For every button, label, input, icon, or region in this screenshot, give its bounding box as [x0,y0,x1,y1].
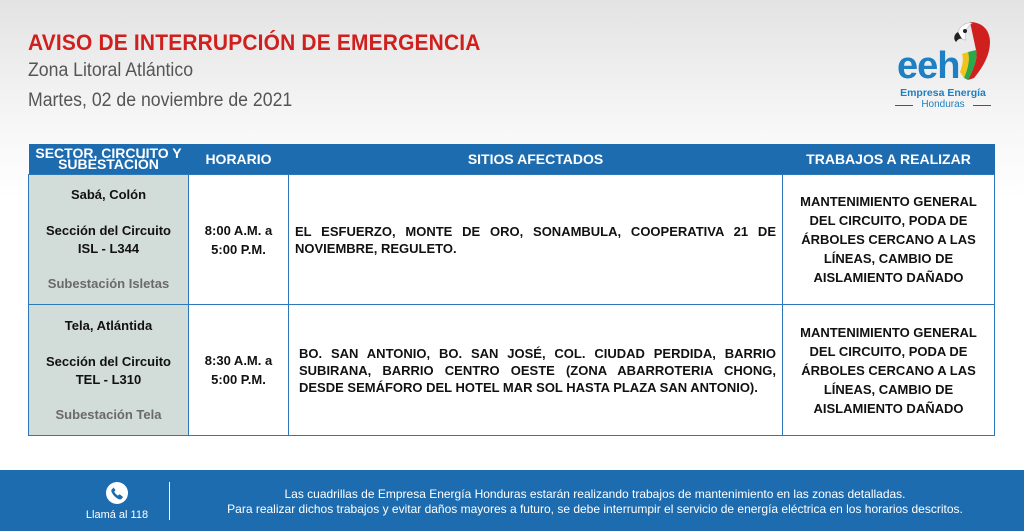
sector-cell [29,305,189,436]
footer-line-1: Las cuadrillas de Empresa Energía Honduras estarán realizando trabajos de mantenimiento en las zonas detalladas. [284,487,906,501]
header-hours: HORARIO [189,144,289,175]
logo-company-line2: Honduras [921,99,965,110]
interruption-table [28,144,995,436]
sector-place: Sabá, Colón [70,187,147,202]
notice-header [28,30,515,112]
circuit-label: Sección del Circuito [46,223,171,238]
works-cell: MANTENIMIENTO GENERAL DEL CIRCUITO, PODA DE ÁRBOLES CERCANO A LAS LÍNEAS, CAMBIO DE AISLAMIENTO DAÑADO [783,175,995,305]
logo-mark: eeh [897,45,960,87]
footer-message [180,487,1010,517]
footer-divider [169,482,170,520]
works-cell: MANTENIMIENTO GENERAL DEL CIRCUITO, PODA DE ÁRBOLES CERCANO A LAS LÍNEAS, CAMBIO DE AISLAMIENTO DAÑADO [783,305,995,436]
footer-banner [0,470,1024,531]
logo-company-line1: Empresa Energía [900,87,986,99]
hours-start: 8:30 A.M. a [204,353,273,368]
footer-line-2: Para realizar dichos trabajos y evitar daños mayores a futuro, se debe interrumpir el servicio de energía eléctrica en los horarios descritos. [227,502,963,516]
header-sector: SECTOR, CIRCUITO Y SUBESTACIÓN [29,144,189,175]
sites-cell: EL ESFUERZO, MONTE DE ORO, SONAMBULA, COOPERATIVA 21 DE NOVIEMBRE, REGULETO. [289,175,783,305]
header-works: TRABAJOS A REALIZAR [783,144,995,175]
substation-name: Subestación Tela [55,406,162,422]
hours-cell [189,175,289,305]
table-header-row [29,144,995,175]
call-118-link[interactable] [72,482,162,521]
notice-title: AVISO DE INTERRUPCIÓN DE EMERGENCIA [28,30,481,55]
hours-cell [189,305,289,436]
table-row [29,175,995,305]
zone-subtitle: Zona Litoral Atlántico [28,60,194,81]
sites-cell: BO. SAN ANTONIO, BO. SAN JOSÉ, COL. CIUDAD PERDIDA, BARRIO SUBIRANA, BARRIO CENTRO OESTE (ZONA ABARROTERIA CHONG, DESDE SEMÁFORO DEL HOTEL MAR SOL HASTA PLAZA SAN ANTONIO). [289,305,783,436]
phone-icon [106,482,128,504]
hours-start: 8:00 A.M. a [204,222,273,238]
sector-place: Tela, Atlántida [64,317,153,333]
hours-end: 5:00 P.M. [211,372,266,387]
circuit-label: Sección del Circuito [46,353,171,369]
notice-date: Martes, 02 de noviembre de 2021 [28,90,293,111]
eeh-logo [893,20,993,115]
sector-cell [29,175,189,305]
circuit-code: TEL - L310 [75,371,142,387]
substation-name: Subestación Isletas [47,276,170,291]
phone-label: Llamá al 118 [85,509,149,521]
header-sites: SITIOS AFECTADOS [289,144,783,175]
hours-end: 5:00 P.M. [211,241,266,257]
circuit-code: ISL - L344 [77,241,140,256]
table-row [29,305,995,436]
